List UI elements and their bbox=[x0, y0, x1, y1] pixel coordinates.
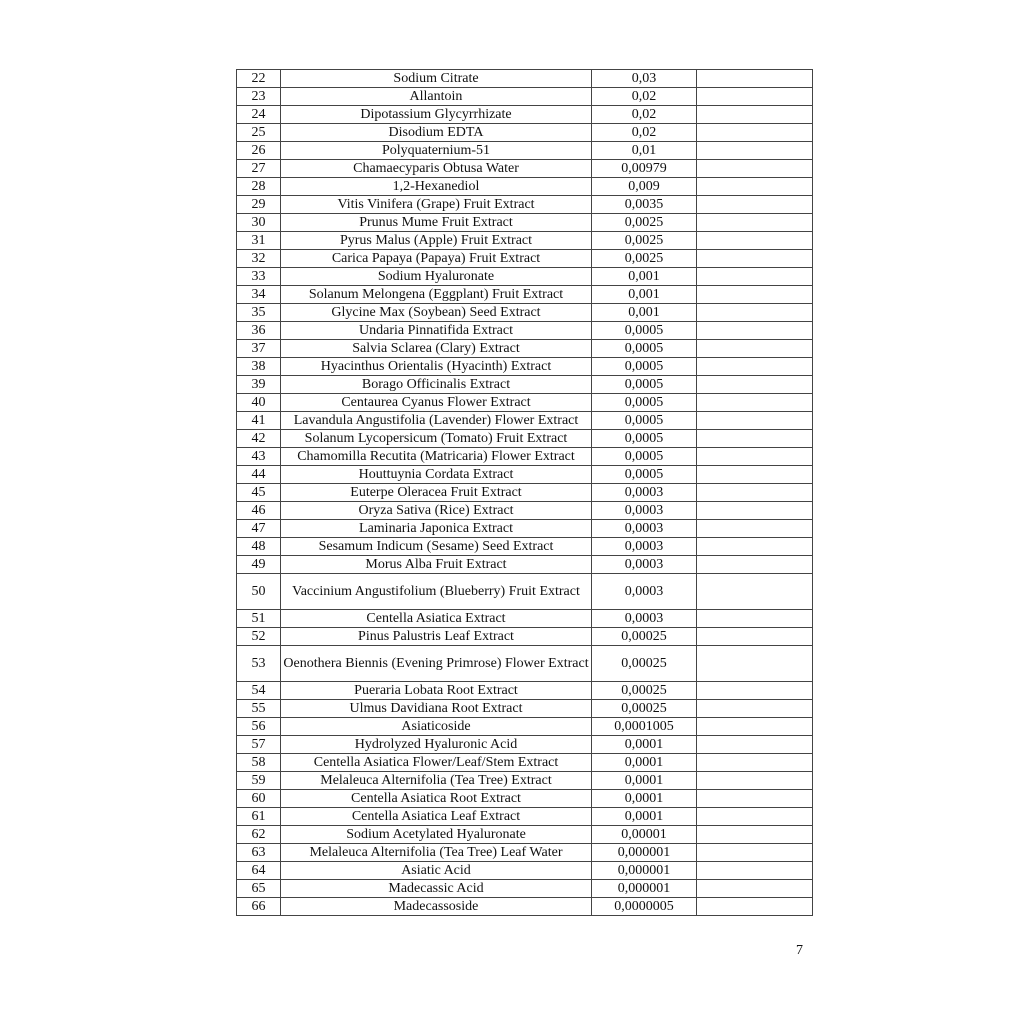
concentration: 0,001 bbox=[592, 304, 697, 322]
row-number: 34 bbox=[237, 286, 281, 304]
ingredient-name: Vaccinium Angustifolium (Blueberry) Fruit Extract bbox=[281, 574, 592, 610]
row-number: 58 bbox=[237, 754, 281, 772]
table-row bbox=[237, 268, 813, 286]
concentration: 0,001 bbox=[592, 268, 697, 286]
ingredient-name: Centella Asiatica Leaf Extract bbox=[281, 808, 592, 826]
row-number: 61 bbox=[237, 808, 281, 826]
empty-cell bbox=[697, 628, 813, 646]
ingredient-name: Solanum Lycopersicum (Tomato) Fruit Extract bbox=[281, 430, 592, 448]
ingredient-name: Undaria Pinnatifida Extract bbox=[281, 322, 592, 340]
concentration: 0,02 bbox=[592, 88, 697, 106]
ingredient-name: Chamomilla Recutita (Matricaria) Flower Extract bbox=[281, 448, 592, 466]
ingredients-table-body bbox=[237, 70, 813, 916]
row-number: 65 bbox=[237, 880, 281, 898]
ingredient-name: Chamaecyparis Obtusa Water bbox=[281, 160, 592, 178]
empty-cell bbox=[697, 412, 813, 430]
concentration: 0,0001 bbox=[592, 772, 697, 790]
empty-cell bbox=[697, 376, 813, 394]
ingredient-name: Sodium Acetylated Hyaluronate bbox=[281, 826, 592, 844]
table-row bbox=[237, 88, 813, 106]
table-row bbox=[237, 250, 813, 268]
concentration: 0,0005 bbox=[592, 322, 697, 340]
empty-cell bbox=[697, 754, 813, 772]
ingredient-name: Borago Officinalis Extract bbox=[281, 376, 592, 394]
empty-cell bbox=[697, 808, 813, 826]
row-number: 49 bbox=[237, 556, 281, 574]
row-number: 56 bbox=[237, 718, 281, 736]
concentration: 0,009 bbox=[592, 178, 697, 196]
empty-cell bbox=[697, 448, 813, 466]
concentration: 0,0035 bbox=[592, 196, 697, 214]
row-number: 33 bbox=[237, 268, 281, 286]
row-number: 57 bbox=[237, 736, 281, 754]
concentration: 0,0005 bbox=[592, 376, 697, 394]
ingredient-name: Solanum Melongena (Eggplant) Fruit Extract bbox=[281, 286, 592, 304]
table-row bbox=[237, 376, 813, 394]
ingredient-name: 1,2-Hexanediol bbox=[281, 178, 592, 196]
row-number: 42 bbox=[237, 430, 281, 448]
empty-cell bbox=[697, 88, 813, 106]
concentration: 0,01 bbox=[592, 142, 697, 160]
empty-cell bbox=[697, 160, 813, 178]
concentration: 0,0003 bbox=[592, 610, 697, 628]
concentration: 0,00025 bbox=[592, 682, 697, 700]
table-row bbox=[237, 448, 813, 466]
concentration: 0,0001005 bbox=[592, 718, 697, 736]
table-row bbox=[237, 736, 813, 754]
concentration: 0,001 bbox=[592, 286, 697, 304]
table-row bbox=[237, 196, 813, 214]
ingredient-name: Morus Alba Fruit Extract bbox=[281, 556, 592, 574]
empty-cell bbox=[697, 268, 813, 286]
empty-cell bbox=[697, 826, 813, 844]
empty-cell bbox=[697, 286, 813, 304]
concentration: 0,0005 bbox=[592, 430, 697, 448]
row-number: 32 bbox=[237, 250, 281, 268]
empty-cell bbox=[697, 556, 813, 574]
table-row bbox=[237, 610, 813, 628]
empty-cell bbox=[697, 574, 813, 610]
concentration: 0,0003 bbox=[592, 502, 697, 520]
empty-cell bbox=[697, 70, 813, 88]
row-number: 27 bbox=[237, 160, 281, 178]
table-row bbox=[237, 628, 813, 646]
row-number: 59 bbox=[237, 772, 281, 790]
ingredient-name: Salvia Sclarea (Clary) Extract bbox=[281, 340, 592, 358]
ingredient-name: Lavandula Angustifolia (Lavender) Flower Extract bbox=[281, 412, 592, 430]
row-number: 26 bbox=[237, 142, 281, 160]
empty-cell bbox=[697, 646, 813, 682]
empty-cell bbox=[697, 106, 813, 124]
row-number: 37 bbox=[237, 340, 281, 358]
row-number: 30 bbox=[237, 214, 281, 232]
ingredient-name: Pinus Palustris Leaf Extract bbox=[281, 628, 592, 646]
ingredient-name: Hydrolyzed Hyaluronic Acid bbox=[281, 736, 592, 754]
row-number: 51 bbox=[237, 610, 281, 628]
table-row bbox=[237, 286, 813, 304]
row-number: 43 bbox=[237, 448, 281, 466]
row-number: 29 bbox=[237, 196, 281, 214]
ingredient-name: Vitis Vinifera (Grape) Fruit Extract bbox=[281, 196, 592, 214]
empty-cell bbox=[697, 736, 813, 754]
ingredient-name: Dipotassium Glycyrrhizate bbox=[281, 106, 592, 124]
table-row bbox=[237, 718, 813, 736]
row-number: 31 bbox=[237, 232, 281, 250]
table-row bbox=[237, 214, 813, 232]
table-row bbox=[237, 682, 813, 700]
concentration: 0,000001 bbox=[592, 844, 697, 862]
empty-cell bbox=[697, 232, 813, 250]
row-number: 50 bbox=[237, 574, 281, 610]
empty-cell bbox=[697, 844, 813, 862]
concentration: 0,0005 bbox=[592, 448, 697, 466]
concentration: 0,0003 bbox=[592, 574, 697, 610]
row-number: 63 bbox=[237, 844, 281, 862]
row-number: 28 bbox=[237, 178, 281, 196]
concentration: 0,0025 bbox=[592, 214, 697, 232]
table-row bbox=[237, 304, 813, 322]
row-number: 44 bbox=[237, 466, 281, 484]
row-number: 60 bbox=[237, 790, 281, 808]
table-row bbox=[237, 340, 813, 358]
empty-cell bbox=[697, 790, 813, 808]
concentration: 0,0005 bbox=[592, 394, 697, 412]
ingredient-name: Pueraria Lobata Root Extract bbox=[281, 682, 592, 700]
empty-cell bbox=[697, 520, 813, 538]
table-row bbox=[237, 898, 813, 916]
table-row bbox=[237, 808, 813, 826]
concentration: 0,0003 bbox=[592, 556, 697, 574]
table-row bbox=[237, 772, 813, 790]
empty-cell bbox=[697, 430, 813, 448]
empty-cell bbox=[697, 394, 813, 412]
row-number: 36 bbox=[237, 322, 281, 340]
table-row bbox=[237, 394, 813, 412]
page-number: 7 bbox=[796, 943, 803, 958]
table-row bbox=[237, 70, 813, 88]
table-row bbox=[237, 700, 813, 718]
empty-cell bbox=[697, 322, 813, 340]
table-row bbox=[237, 124, 813, 142]
table-row bbox=[237, 322, 813, 340]
empty-cell bbox=[697, 772, 813, 790]
ingredient-name: Oryza Sativa (Rice) Extract bbox=[281, 502, 592, 520]
ingredient-name: Glycine Max (Soybean) Seed Extract bbox=[281, 304, 592, 322]
row-number: 39 bbox=[237, 376, 281, 394]
ingredients-table bbox=[236, 69, 813, 916]
row-number: 25 bbox=[237, 124, 281, 142]
empty-cell bbox=[697, 214, 813, 232]
table-row bbox=[237, 142, 813, 160]
ingredient-name: Disodium EDTA bbox=[281, 124, 592, 142]
empty-cell bbox=[697, 898, 813, 916]
row-number: 52 bbox=[237, 628, 281, 646]
ingredient-name: Prunus Mume Fruit Extract bbox=[281, 214, 592, 232]
table-row bbox=[237, 790, 813, 808]
row-number: 55 bbox=[237, 700, 281, 718]
table-row bbox=[237, 160, 813, 178]
empty-cell bbox=[697, 610, 813, 628]
ingredient-name: Hyacinthus Orientalis (Hyacinth) Extract bbox=[281, 358, 592, 376]
empty-cell bbox=[697, 142, 813, 160]
concentration: 0,0025 bbox=[592, 232, 697, 250]
row-number: 24 bbox=[237, 106, 281, 124]
concentration: 0,0000005 bbox=[592, 898, 697, 916]
concentration: 0,0005 bbox=[592, 358, 697, 376]
concentration: 0,0003 bbox=[592, 484, 697, 502]
table-row bbox=[237, 106, 813, 124]
ingredient-name: Centella Asiatica Extract bbox=[281, 610, 592, 628]
table-row bbox=[237, 556, 813, 574]
ingredient-name: Allantoin bbox=[281, 88, 592, 106]
table-row bbox=[237, 754, 813, 772]
concentration: 0,000001 bbox=[592, 862, 697, 880]
row-number: 22 bbox=[237, 70, 281, 88]
row-number: 38 bbox=[237, 358, 281, 376]
table-row bbox=[237, 358, 813, 376]
ingredient-name: Ulmus Davidiana Root Extract bbox=[281, 700, 592, 718]
concentration: 0,02 bbox=[592, 124, 697, 142]
empty-cell bbox=[697, 466, 813, 484]
concentration: 0,02 bbox=[592, 106, 697, 124]
table-row bbox=[237, 844, 813, 862]
empty-cell bbox=[697, 862, 813, 880]
table-row bbox=[237, 880, 813, 898]
table-row bbox=[237, 826, 813, 844]
ingredient-name: Centaurea Cyanus Flower Extract bbox=[281, 394, 592, 412]
ingredient-name: Asiatic Acid bbox=[281, 862, 592, 880]
concentration: 0,00979 bbox=[592, 160, 697, 178]
table-row bbox=[237, 538, 813, 556]
empty-cell bbox=[697, 358, 813, 376]
row-number: 48 bbox=[237, 538, 281, 556]
ingredient-name: Oenothera Biennis (Evening Primrose) Flower Extract bbox=[281, 646, 592, 682]
table-row bbox=[237, 574, 813, 610]
row-number: 64 bbox=[237, 862, 281, 880]
empty-cell bbox=[697, 304, 813, 322]
empty-cell bbox=[697, 250, 813, 268]
table-row bbox=[237, 412, 813, 430]
row-number: 46 bbox=[237, 502, 281, 520]
empty-cell bbox=[697, 124, 813, 142]
empty-cell bbox=[697, 502, 813, 520]
concentration: 0,0003 bbox=[592, 520, 697, 538]
table-row bbox=[237, 178, 813, 196]
row-number: 62 bbox=[237, 826, 281, 844]
ingredient-name: Euterpe Oleracea Fruit Extract bbox=[281, 484, 592, 502]
concentration: 0,000001 bbox=[592, 880, 697, 898]
empty-cell bbox=[697, 178, 813, 196]
empty-cell bbox=[697, 484, 813, 502]
row-number: 45 bbox=[237, 484, 281, 502]
row-number: 66 bbox=[237, 898, 281, 916]
concentration: 0,0001 bbox=[592, 808, 697, 826]
table-row bbox=[237, 484, 813, 502]
ingredient-name: Laminaria Japonica Extract bbox=[281, 520, 592, 538]
concentration: 0,00025 bbox=[592, 700, 697, 718]
ingredient-name: Centella Asiatica Flower/Leaf/Stem Extract bbox=[281, 754, 592, 772]
table-row bbox=[237, 520, 813, 538]
concentration: 0,0025 bbox=[592, 250, 697, 268]
table-row bbox=[237, 232, 813, 250]
ingredient-name: Carica Papaya (Papaya) Fruit Extract bbox=[281, 250, 592, 268]
concentration: 0,0001 bbox=[592, 790, 697, 808]
empty-cell bbox=[697, 700, 813, 718]
concentration: 0,0005 bbox=[592, 466, 697, 484]
row-number: 53 bbox=[237, 646, 281, 682]
ingredient-name: Sodium Citrate bbox=[281, 70, 592, 88]
row-number: 23 bbox=[237, 88, 281, 106]
row-number: 54 bbox=[237, 682, 281, 700]
concentration: 0,0001 bbox=[592, 754, 697, 772]
empty-cell bbox=[697, 538, 813, 556]
row-number: 47 bbox=[237, 520, 281, 538]
table-row bbox=[237, 646, 813, 682]
ingredient-name: Sodium Hyaluronate bbox=[281, 268, 592, 286]
row-number: 40 bbox=[237, 394, 281, 412]
table-row bbox=[237, 466, 813, 484]
empty-cell bbox=[697, 196, 813, 214]
table-row bbox=[237, 862, 813, 880]
empty-cell bbox=[697, 340, 813, 358]
concentration: 0,00025 bbox=[592, 646, 697, 682]
row-number: 35 bbox=[237, 304, 281, 322]
ingredient-name: Sesamum Indicum (Sesame) Seed Extract bbox=[281, 538, 592, 556]
empty-cell bbox=[697, 880, 813, 898]
concentration: 0,00001 bbox=[592, 826, 697, 844]
row-number: 41 bbox=[237, 412, 281, 430]
ingredient-name: Melaleuca Alternifolia (Tea Tree) Leaf Water bbox=[281, 844, 592, 862]
empty-cell bbox=[697, 682, 813, 700]
table-row bbox=[237, 502, 813, 520]
concentration: 0,0005 bbox=[592, 412, 697, 430]
ingredient-name: Houttuynia Cordata Extract bbox=[281, 466, 592, 484]
empty-cell bbox=[697, 718, 813, 736]
ingredient-name: Pyrus Malus (Apple) Fruit Extract bbox=[281, 232, 592, 250]
ingredient-name: Madecassic Acid bbox=[281, 880, 592, 898]
concentration: 0,00025 bbox=[592, 628, 697, 646]
concentration: 0,0003 bbox=[592, 538, 697, 556]
ingredient-name: Asiaticoside bbox=[281, 718, 592, 736]
concentration: 0,0005 bbox=[592, 340, 697, 358]
concentration: 0,0001 bbox=[592, 736, 697, 754]
concentration: 0,03 bbox=[592, 70, 697, 88]
ingredient-name: Polyquaternium-51 bbox=[281, 142, 592, 160]
ingredient-name: Centella Asiatica Root Extract bbox=[281, 790, 592, 808]
table-row bbox=[237, 430, 813, 448]
ingredient-name: Melaleuca Alternifolia (Tea Tree) Extract bbox=[281, 772, 592, 790]
ingredient-name: Madecassoside bbox=[281, 898, 592, 916]
